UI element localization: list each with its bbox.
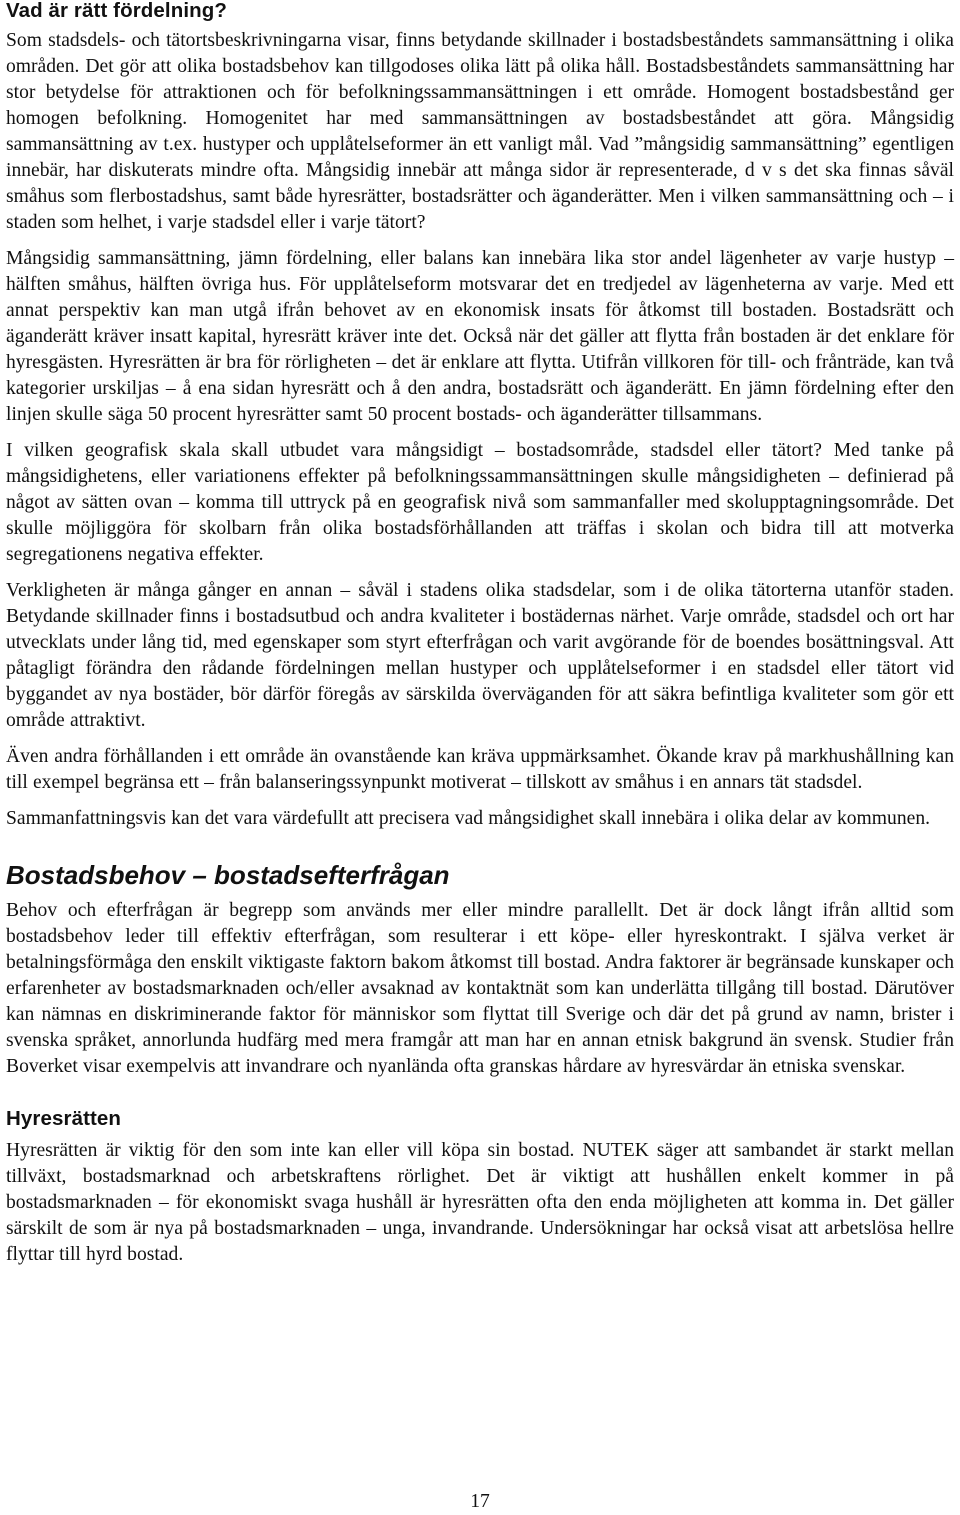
paragraph: Behov och efterfrågan är begrepp som används mer eller mindre parallellt. Det är dock långt ifrån alltid som bostadsbehov leder till effektiv efterfrågan, som resulterar i ett köpe- eller hyreskontrakt. I själva verket är betalningsförmåga den enskilt viktigaste faktorn bakom åtkomst till bostad. Andra faktorer är begränsade kunskaper och erfarenheter av bostadsmarknaden och/eller avsaknad av kontaktnät som kan underlätta tillgång till bostad. Därutöver kan nämnas en diskriminerande faktor för människor som flyttat till Sverige och där det på grund av namn, brister i svenska språket, annorlunda hudfärg med mera framgår att man har en annan etnisk bakgrund än svensk. Studier från Boverket visar exempelvis att invandrare och nyanlända ofta granskas hårdare av hyresvärdar än etniska svenskar. [6,900,954,1077]
paragraph: Mångsidig sammansättning, jämn fördelning, eller balans kan innebära lika stor andel lägenheter av varje hustyp – hälften småhus, hälften övriga hus. För upplåtelseform motsvarar det en tredjedel av lägenheterna av varje. Med ett annat perspektiv kan man utgå ifrån behovet av en ekonomisk insats för åtkomst till bostaden. Bostadsrätt och äganderätt kräver insatt kapital, hyresrätt kräver inte det. Också när det gäller att flytta från bostaden är det enklare för hyresgästen. Hyresrätten är bra för rörligheten – det är enklare att flytta. Utifrån villkoren för till- och frånträde, kan två kategorier urskiljas – å ena sidan hyresrätt och å den andra, bostadsrätt och äganderätt. En jämn fördelning efter den linjen skulle säga 50 procent hyresrätter samt 50 procent bostads- och äganderätter tillsammans. [6,248,954,425]
section-heading-housing-demand: Bostadsbehov – bostadsefterfrågan [6,860,450,890]
paragraph: Sammanfattningsvis kan det vara värdefullt att precisera vad mångsidighet skall innebära i olika delar av kommunen. [6,808,931,829]
paragraph: Hyresrätten är viktig för den som inte kan eller vill köpa sin bostad. NUTEK säger att sambandet är starkt mellan tillväxt, bostadsmarknad och arbetskraftens rörlighet. Det är viktigt att hushållen enkelt kommer in på bostadsmarknaden – för ekonomiskt svaga hushåll är hyresrätten ofta den enda möjligheten att komma in. Det gäller särskilt de som är nya på bostadsmarknaden – unga, invandrande. Undersökningar har också visat att arbetslösa hellre flyttar till hyrd bostad. [6,1140,954,1265]
page-number: 17 [470,1491,490,1512]
section-heading-rental: Hyresrätten [6,1107,122,1130]
document-page [6,0,954,1268]
paragraph: I vilken geografisk skala skall utbudet vara mångsidigt – bostadsområde, stadsdel eller tätort? Med tanke på mångsidighetens, eller variationens effekter på befolkningssammansättningen skulle mångsidigheten – definierad på något av sätten ovan – komma till uttryck på en geografisk nivå som sammanfaller med skolupptagningsområde. Det skulle möjliggöra för skolbarn från olika bostadsförhållanden att träffas i skolan och bidra till att motverka segregationens negativa effekter. [6,440,954,565]
section-heading-distribution: Vad är rätt fördelning? [6,0,227,22]
paragraph: Även andra förhållanden i ett område än ovanstående kan kräva uppmärksamhet. Ökande krav på markhushållning kan till exempel begränsa ett – från balanseringssynpunkt motiverat – tillskott av småhus i en annars tät stadsdel. [6,746,954,793]
paragraph: Verkligheten är många gånger en annan – såväl i stadens olika stadsdelar, som i de olika tätorterna utanför staden. Betydande skillnader finns i bostadsutbud och andra kvaliteter i bostädernas närhet. Varje område, stadsdel och ort har utvecklats under lång tid, med egenskaper som styrt efterfrågan och varit avgörande för de boendes bosättningsval. Att påtagligt förändra den rådande fördelningen mellan hustyper och upplåtelseformer i en stadsdel eller tätort vid byggandet av nya bostäder, bör därför föregås av särskilda överväganden för att säkra befintliga kvaliteter som gör ett område attraktivt. [6,580,954,731]
paragraph: Som stadsdels- och tätortsbeskrivningarna visar, finns betydande skillnader i bostadsbeståndets sammansättning i olika områden. Det gör att olika bostadsbehov kan tillgodoses olika lätt på olika håll. Bostadsbeståndets sammansättning har stor betydelse för attraktionen och för befolkningssammansättningen i ett område. Homogent bostadsbestånd ger homogen befolkning. Homogenitet har med sammansättningen av bostadsbeståndet att göra. Mångsidig sammansättning av t.ex. hustyper och upplåtelseformer än ett vanligt mål. Vad ”mångsidig sammansättning” egentligen innebär, har diskuterats mindre ofta. Mångsidig innebär att många sidor är representerade, d v s det ska finnas såväl småhus som flerbostadshus, samt både hyresrätter, bostadsrätter och äganderätter. Men i vilken sammansättning och – i staden som helhet, i varje stadsdel eller i varje tätort? [6,30,954,233]
